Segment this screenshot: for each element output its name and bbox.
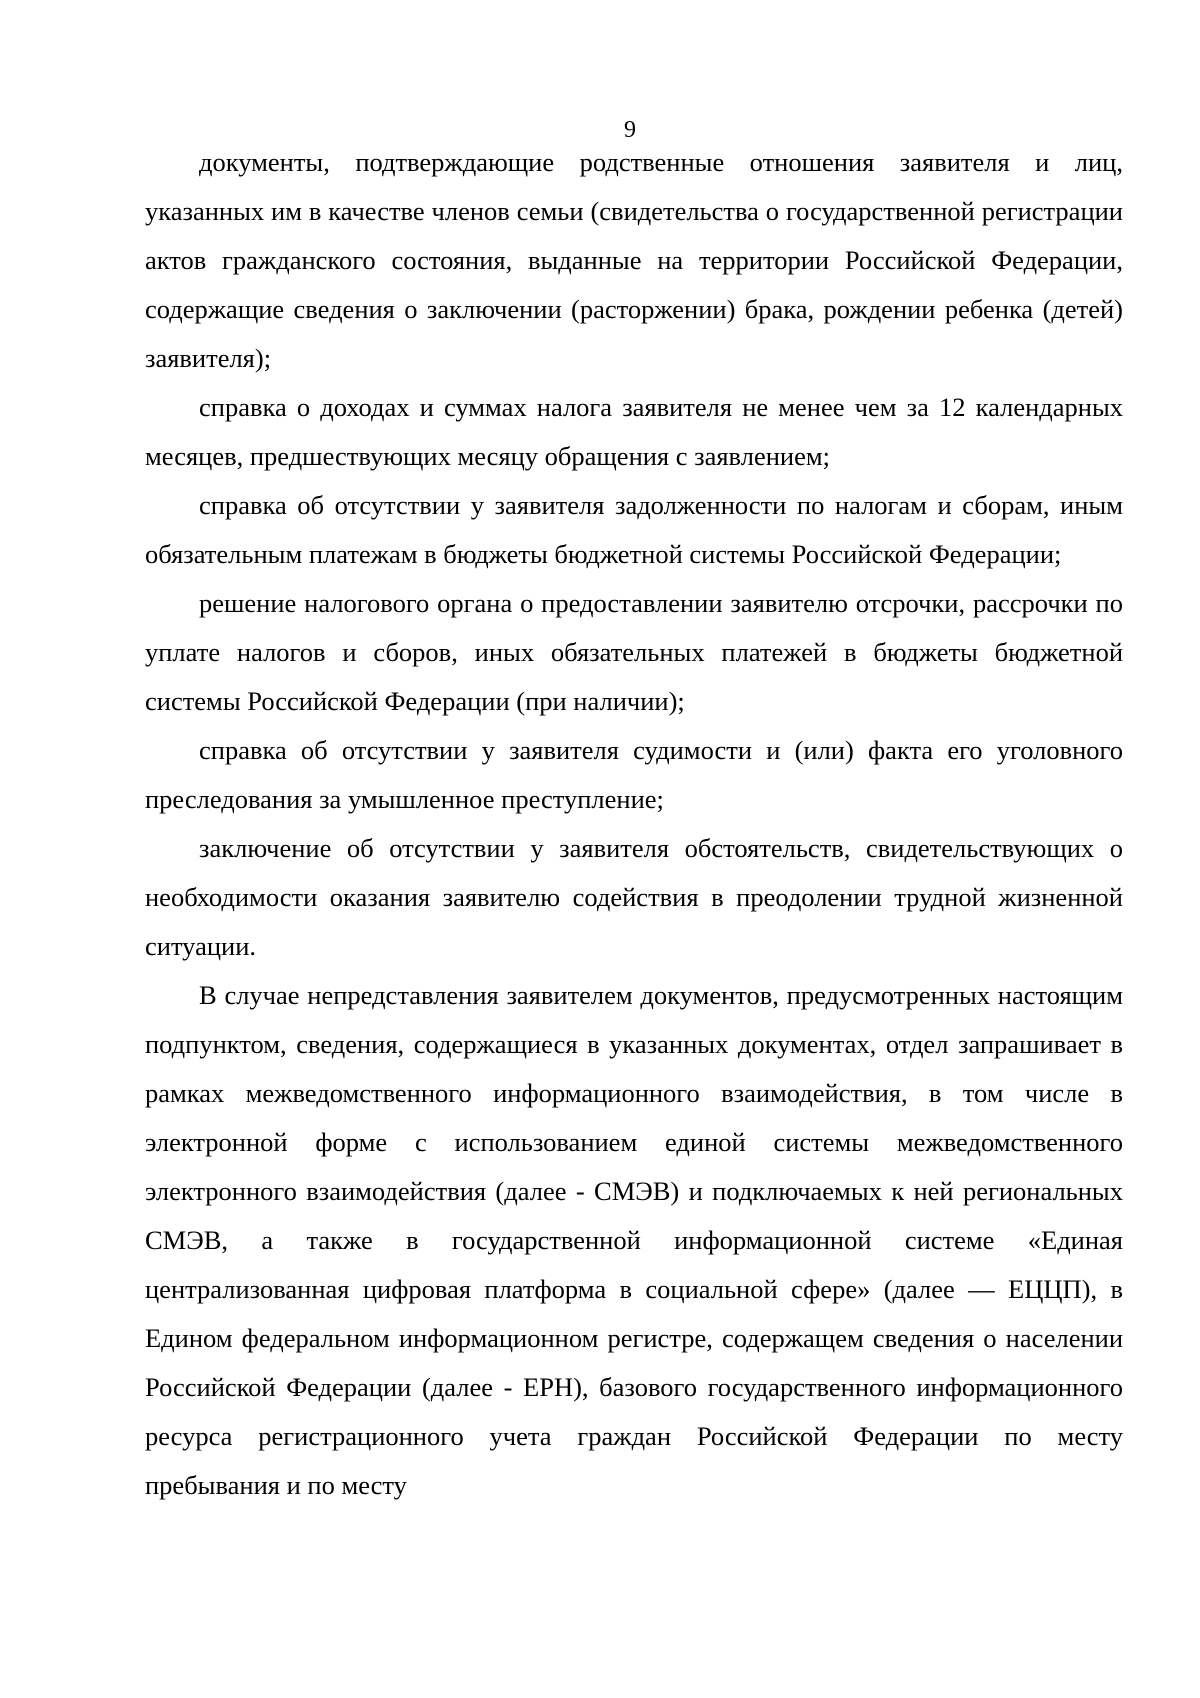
paragraph-kinship-documents: документы, подтверждающие родственные отношения заявителя и лиц, указанных им в качестве членов семьи (свидетельства о государственной регистрации актов гражданского состояния, выданные на территории Российской Федерации, содержащие сведения о заключении (расторжении) брака, рождении ребенка (детей) заявителя); bbox=[145, 147, 1123, 373]
paragraph-no-tax-debt-certificate: справка об отсутствии у заявителя задолженности по налогам и сборам, иным обязательным платежам в бюджеты бюджетной системы Российской Федерации; bbox=[145, 490, 1123, 569]
paragraph-interagency-request: В случае непредставления заявителем документов, предусмотренных настоящим подпунктом, сведения, содержащиеся в указанных документах, отдел запрашивает в рамках межведомственного информационного взаимодействия, в том числе в электронной форме с использованием единой системы межведомственного электронного взаимодействия (далее - СМЭВ) и подключаемых к ней региональных СМЭВ, а также в государственной информационной системе «Единая централизованная цифровая платформа в социальной сфере» (далее — ЕЦЦП), в Едином федеральном информационном регистре, содержащем сведения о населении Российской Федерации (далее - ЕРН), базового государственного информационного ресурса регистрационного учета граждан Российской Федерации по месту пребывания и по месту bbox=[145, 980, 1123, 1500]
page-number: 9 bbox=[624, 117, 636, 143]
paragraph-hardship-conclusion: заключение об отсутствии у заявителя обстоятельств, свидетельствующих о необходимости оказания заявителю содействия в преодолении трудной жизненной ситуации. bbox=[145, 833, 1123, 961]
document-body bbox=[145, 138, 1123, 1510]
paragraph-no-criminal-record-certificate: справка об отсутствии у заявителя судимости и (или) факта его уголовного преследования за умышленное преступление; bbox=[145, 735, 1123, 814]
paragraph-income-certificate: справка о доходах и суммах налога заявителя не менее чем за 12 календарных месяцев, предшествующих месяцу обращения с заявлением; bbox=[145, 392, 1123, 471]
paragraph-tax-deferral-decision: решение налогового органа о предоставлении заявителю отсрочки, рассрочки по уплате налогов и сборов, иных обязательных платежей в бюджеты бюджетной системы Российской Федерации (при наличии); bbox=[145, 588, 1123, 716]
